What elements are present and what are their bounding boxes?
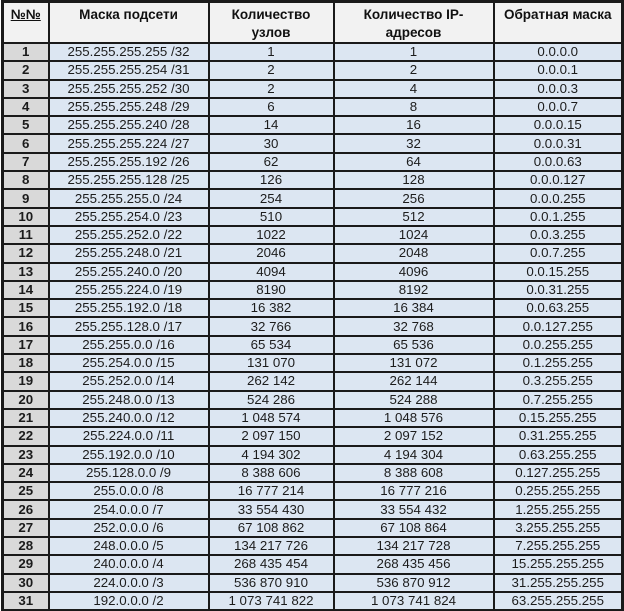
table-row [3,500,623,518]
table-row [3,574,623,592]
ip-count-cell: 33 554 432 [334,500,494,518]
table-row [3,537,623,555]
ip-count-cell: 32 768 [334,317,494,335]
ip-count-cell: 4 194 304 [334,446,494,464]
host-count-cell: 67 108 862 [209,519,334,537]
subnet-mask-cell: 255.255.255.0 /24 [49,189,209,207]
wildcard-mask-cell: 0.0.0.3 [494,80,623,98]
subnet-mask-cell: 254.0.0.0 /7 [49,500,209,518]
subnet-mask-table [1,0,624,611]
table-row [3,61,623,79]
ip-count-cell: 8192 [334,281,494,299]
row-number-cell: 8 [3,171,49,189]
wildcard-mask-cell: 0.3.255.255 [494,372,623,390]
ip-count-cell: 16 [334,116,494,134]
wildcard-mask-cell: 63.255.255.255 [494,592,623,610]
ip-count-cell: 1 [334,43,494,61]
column-header-row-number [3,2,49,44]
host-count-cell: 6 [209,98,334,116]
table-row [3,391,623,409]
table-row [3,299,623,317]
row-number-cell: 21 [3,409,49,427]
wildcard-mask-cell: 0.0.63.255 [494,299,623,317]
table-row [3,464,623,482]
subnet-mask-cell: 255.255.252.0 /22 [49,226,209,244]
host-count-cell: 1 [209,43,334,61]
row-number-cell: 27 [3,519,49,537]
subnet-mask-cell: 255.255.255.254 /31 [49,61,209,79]
host-count-cell: 268 435 454 [209,555,334,573]
ip-count-cell: 536 870 912 [334,574,494,592]
host-count-cell: 62 [209,153,334,171]
wildcard-mask-cell: 0.0.3.255 [494,226,623,244]
wildcard-mask-cell: 3.255.255.255 [494,519,623,537]
ip-count-cell: 67 108 864 [334,519,494,537]
table-row [3,281,623,299]
wildcard-mask-cell: 0.15.255.255 [494,409,623,427]
subnet-mask-cell: 255.255.192.0 /18 [49,299,209,317]
table-row [3,208,623,226]
table-row [3,372,623,390]
subnet-mask-cell: 255.255.255.128 /25 [49,171,209,189]
ip-count-cell: 8 388 608 [334,464,494,482]
ip-count-cell: 4 [334,80,494,98]
table-header [3,2,623,44]
table-row [3,592,623,610]
wildcard-mask-cell: 0.0.31.255 [494,281,623,299]
row-number-cell: 22 [3,427,49,445]
header-row [3,2,623,44]
subnet-mask-cell: 255.255.255.255 /32 [49,43,209,61]
table-row [3,336,623,354]
table-row [3,189,623,207]
wildcard-mask-cell: 0.127.255.255 [494,464,623,482]
row-number-cell: 17 [3,336,49,354]
wildcard-mask-cell: 0.0.0.255 [494,189,623,207]
table-row [3,226,623,244]
row-number-cell: 23 [3,446,49,464]
host-count-cell: 131 070 [209,354,334,372]
ip-count-cell: 256 [334,189,494,207]
subnet-mask-cell: 255.255.240.0 /20 [49,263,209,281]
wildcard-mask-cell: 0.1.255.255 [494,354,623,372]
table-row [3,171,623,189]
subnet-mask-cell: 255.255.254.0 /23 [49,208,209,226]
host-count-cell: 4094 [209,263,334,281]
table-row [3,244,623,262]
row-number-cell: 31 [3,592,49,610]
wildcard-mask-cell: 0.0.1.255 [494,208,623,226]
subnet-mask-cell: 255.255.255.252 /30 [49,80,209,98]
row-number-cell: 12 [3,244,49,262]
wildcard-mask-cell: 0.0.255.255 [494,336,623,354]
ip-count-cell: 268 435 456 [334,555,494,573]
host-count-cell: 1022 [209,226,334,244]
row-number-cell: 25 [3,482,49,500]
subnet-mask-cell: 255.255.255.248 /29 [49,98,209,116]
wildcard-mask-cell: 0.0.0.15 [494,116,623,134]
host-count-cell: 536 870 910 [209,574,334,592]
wildcard-mask-cell: 0.0.15.255 [494,263,623,281]
row-number-cell: 2 [3,61,49,79]
host-count-cell: 2046 [209,244,334,262]
host-count-cell: 14 [209,116,334,134]
host-count-cell: 1 073 741 822 [209,592,334,610]
column-header-host-count-line: Количество [231,7,311,22]
row-number-cell: 15 [3,299,49,317]
ip-count-cell: 16 777 216 [334,482,494,500]
host-count-cell: 2 [209,80,334,98]
ip-count-cell: 128 [334,171,494,189]
table-row [3,98,623,116]
table-row [3,409,623,427]
wildcard-mask-cell: 0.0.0.31 [494,134,623,152]
column-header-subnet-mask [49,2,209,44]
row-number-cell: 16 [3,317,49,335]
table-row [3,446,623,464]
subnet-mask-cell: 255.255.128.0 /17 [49,317,209,335]
subnet-mask-cell: 255.255.0.0 /16 [49,336,209,354]
table-row [3,519,623,537]
row-number-cell: 24 [3,464,49,482]
row-number-cell: 19 [3,372,49,390]
ip-count-cell: 1024 [334,226,494,244]
subnet-mask-cell: 248.0.0.0 /5 [49,537,209,555]
subnet-mask-cell: 255.255.255.240 /28 [49,116,209,134]
wildcard-mask-cell: 0.0.0.127 [494,171,623,189]
column-header-ip-count-line: адресов [385,25,442,40]
ip-count-cell: 32 [334,134,494,152]
ip-count-cell: 2 [334,61,494,79]
subnet-mask-cell: 255.255.255.224 /27 [49,134,209,152]
column-header-host-count-line: узлов [251,25,291,40]
subnet-mask-cell: 224.0.0.0 /3 [49,574,209,592]
host-count-cell: 126 [209,171,334,189]
subnet-mask-cell: 255.255.255.192 /26 [49,153,209,171]
row-number-cell: 7 [3,153,49,171]
wildcard-mask-cell: 0.0.127.255 [494,317,623,335]
wildcard-mask-cell: 31.255.255.255 [494,574,623,592]
wildcard-mask-cell: 15.255.255.255 [494,555,623,573]
row-number-cell: 3 [3,80,49,98]
ip-count-cell: 1 073 741 824 [334,592,494,610]
wildcard-mask-cell: 0.31.255.255 [494,427,623,445]
host-count-cell: 33 554 430 [209,500,334,518]
wildcard-mask-cell: 0.63.255.255 [494,446,623,464]
table-row [3,555,623,573]
subnet-mask-cell: 255.0.0.0 /8 [49,482,209,500]
wildcard-mask-cell: 0.0.7.255 [494,244,623,262]
ip-count-cell: 2048 [334,244,494,262]
host-count-cell: 254 [209,189,334,207]
wildcard-mask-cell: 0.0.0.7 [494,98,623,116]
table-row [3,80,623,98]
ip-count-cell: 1 048 576 [334,409,494,427]
row-number-cell: 30 [3,574,49,592]
column-header-row-number-line: №№ [10,7,41,22]
row-number-cell: 11 [3,226,49,244]
subnet-mask-cell: 255.248.0.0 /13 [49,391,209,409]
host-count-cell: 16 382 [209,299,334,317]
ip-count-cell: 64 [334,153,494,171]
row-number-cell: 26 [3,500,49,518]
wildcard-mask-cell: 0.7.255.255 [494,391,623,409]
table-row [3,263,623,281]
ip-count-cell: 8 [334,98,494,116]
subnet-mask-cell: 240.0.0.0 /4 [49,555,209,573]
subnet-mask-cell: 255.255.248.0 /21 [49,244,209,262]
host-count-cell: 2 097 150 [209,427,334,445]
table-row [3,43,623,61]
table-body [3,43,623,610]
ip-count-cell: 65 536 [334,336,494,354]
row-number-cell: 9 [3,189,49,207]
ip-count-cell: 2 097 152 [334,427,494,445]
ip-count-cell: 262 144 [334,372,494,390]
row-number-cell: 29 [3,555,49,573]
host-count-cell: 524 286 [209,391,334,409]
table-row [3,153,623,171]
subnet-mask-cell: 255.254.0.0 /15 [49,354,209,372]
host-count-cell: 16 777 214 [209,482,334,500]
subnet-mask-cell: 255.224.0.0 /11 [49,427,209,445]
host-count-cell: 134 217 726 [209,537,334,555]
row-number-cell: 18 [3,354,49,372]
table-row [3,354,623,372]
host-count-cell: 2 [209,61,334,79]
host-count-cell: 510 [209,208,334,226]
column-header-wildcard-mask-line: Обратная маска [503,7,612,22]
wildcard-mask-cell: 0.0.0.0 [494,43,623,61]
column-header-ip-count [334,2,494,44]
row-number-cell: 4 [3,98,49,116]
table-row [3,317,623,335]
row-number-cell: 6 [3,134,49,152]
ip-count-cell: 4096 [334,263,494,281]
row-number-cell: 5 [3,116,49,134]
host-count-cell: 8190 [209,281,334,299]
table-row [3,134,623,152]
subnet-mask-cell: 252.0.0.0 /6 [49,519,209,537]
host-count-cell: 65 534 [209,336,334,354]
row-number-cell: 28 [3,537,49,555]
ip-count-cell: 16 384 [334,299,494,317]
row-number-cell: 1 [3,43,49,61]
table-row [3,427,623,445]
subnet-mask-cell: 255.240.0.0 /12 [49,409,209,427]
row-number-cell: 14 [3,281,49,299]
column-header-host-count [209,2,334,44]
wildcard-mask-cell: 0.0.0.1 [494,61,623,79]
host-count-cell: 8 388 606 [209,464,334,482]
host-count-cell: 1 048 574 [209,409,334,427]
ip-count-cell: 131 072 [334,354,494,372]
ip-count-cell: 524 288 [334,391,494,409]
column-header-subnet-mask-line: Маска подсети [79,7,178,22]
subnet-mask-cell: 255.128.0.0 /9 [49,464,209,482]
subnet-mask-cell: 255.192.0.0 /10 [49,446,209,464]
column-header-wildcard-mask [494,2,623,44]
subnet-mask-cell: 255.252.0.0 /14 [49,372,209,390]
host-count-cell: 4 194 302 [209,446,334,464]
table-row [3,116,623,134]
host-count-cell: 262 142 [209,372,334,390]
wildcard-mask-cell: 7.255.255.255 [494,537,623,555]
subnet-mask-cell: 192.0.0.0 /2 [49,592,209,610]
column-header-ip-count-line: Количество IP- [363,7,464,22]
ip-count-cell: 134 217 728 [334,537,494,555]
row-number-cell: 10 [3,208,49,226]
wildcard-mask-cell: 0.0.0.63 [494,153,623,171]
subnet-mask-cell: 255.255.224.0 /19 [49,281,209,299]
ip-count-cell: 512 [334,208,494,226]
row-number-cell: 20 [3,391,49,409]
host-count-cell: 32 766 [209,317,334,335]
wildcard-mask-cell: 1.255.255.255 [494,500,623,518]
row-number-cell: 13 [3,263,49,281]
host-count-cell: 30 [209,134,334,152]
table-row [3,482,623,500]
wildcard-mask-cell: 0.255.255.255 [494,482,623,500]
